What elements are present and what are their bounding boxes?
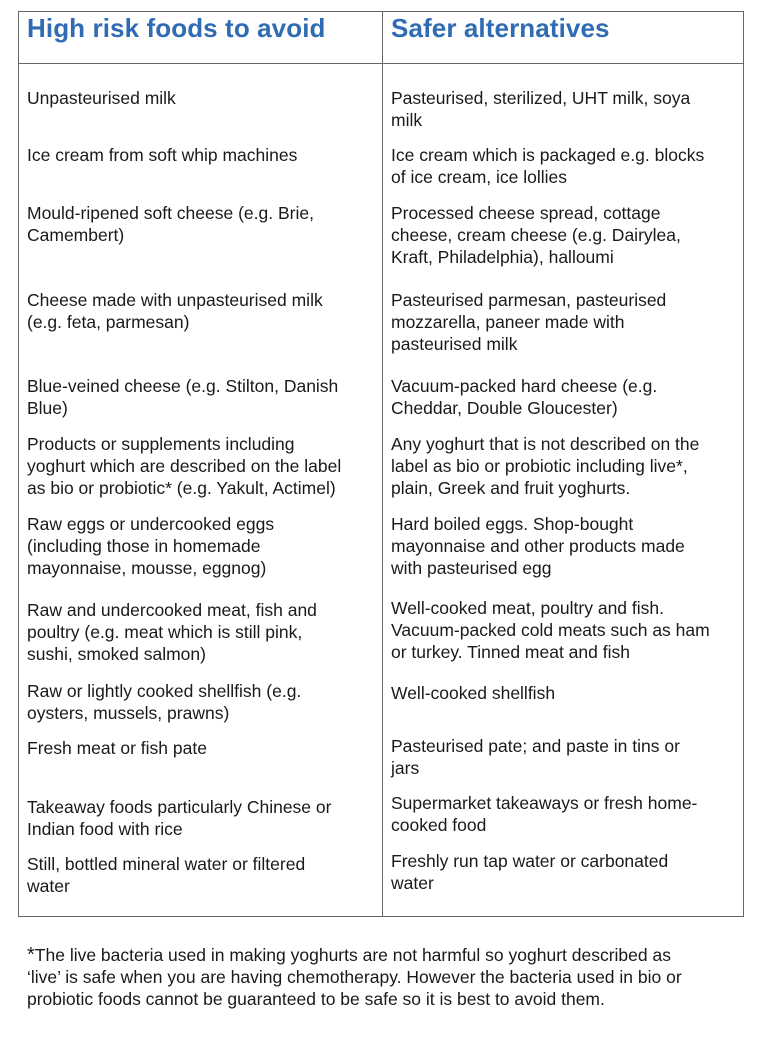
safer-cell: Well-cooked shellfish	[391, 683, 556, 703]
safer-cell: Pasteurised parmesan, pasteurised mozzarella, paneer made with pasteurised milk	[391, 290, 667, 354]
footnote-asterisk: *	[27, 944, 35, 966]
avoid-cell: Raw or lightly cooked shellfish (e.g. oysters, mussels, prawns)	[27, 681, 302, 723]
avoid-cell: Unpasteurised milk	[27, 88, 176, 108]
safer-cell: Any yoghurt that is not described on the label as bio or probiotic including live*, plain, Greek and fruit yoghurts.	[391, 434, 700, 498]
safer-cell: Processed cheese spread, cottage cheese, cream cheese (e.g. Dairylea, Kraft, Philadelphia), halloumi	[391, 203, 681, 267]
header-divider	[18, 63, 744, 64]
safer-cell: Well-cooked meat, poultry and fish. Vacuum-packed cold meats such as ham or turkey. Tinned meat and fish	[391, 598, 710, 662]
avoid-cell: Products or supplements including yoghurt which are described on the label as bio or probiotic* (e.g. Yakult, Actimel)	[27, 434, 342, 498]
safer-cell: Vacuum-packed hard cheese (e.g. Cheddar, Double Gloucester)	[391, 376, 658, 418]
safer-cell: Supermarket takeaways or fresh home- cooked food	[391, 793, 698, 835]
avoid-cell: Raw eggs or undercooked eggs (including those in homemade mayonnaise, mousse, eggnog)	[27, 514, 275, 578]
safer-cell: Pasteurised, sterilized, UHT milk, soya milk	[391, 88, 691, 130]
avoid-cell: Still, bottled mineral water or filtered water	[27, 854, 306, 896]
safer-cell: Hard boiled eggs. Shop-bought mayonnaise and other products made with pasteurised egg	[391, 514, 685, 578]
footnote-text: The live bacteria used in making yoghurts are not harmful so yoghurt described as ‘live’ is safe when you are having chemotherapy. However the bacteria used in bio or probiotic foods cannot be guaranteed to be safe so it is best to avoid them.	[27, 945, 682, 1009]
safer-cell: Pasteurised pate; and paste in tins or jars	[391, 736, 680, 778]
safer-cell: Ice cream which is packaged e.g. blocks of ice cream, ice lollies	[391, 145, 705, 187]
avoid-cell: Cheese made with unpasteurised milk (e.g. feta, parmesan)	[27, 290, 323, 332]
avoid-cell: Raw and undercooked meat, fish and poultry (e.g. meat which is still pink, sushi, smoked salmon)	[27, 600, 317, 664]
avoid-cell: Ice cream from soft whip machines	[27, 145, 298, 165]
footnote	[27, 944, 757, 1010]
column-divider	[382, 11, 383, 917]
avoid-cell: Mould-ripened soft cheese (e.g. Brie, Camembert)	[27, 203, 314, 245]
avoid-cell: Takeaway foods particularly Chinese or Indian food with rice	[27, 797, 332, 839]
safer-cell: Freshly run tap water or carbonated water	[391, 851, 669, 893]
header-safer: Safer alternatives	[391, 13, 610, 43]
avoid-cell: Blue-veined cheese (e.g. Stilton, Danish Blue)	[27, 376, 339, 418]
header-avoid: High risk foods to avoid	[27, 13, 326, 43]
avoid-cell: Fresh meat or fish pate	[27, 738, 207, 758]
